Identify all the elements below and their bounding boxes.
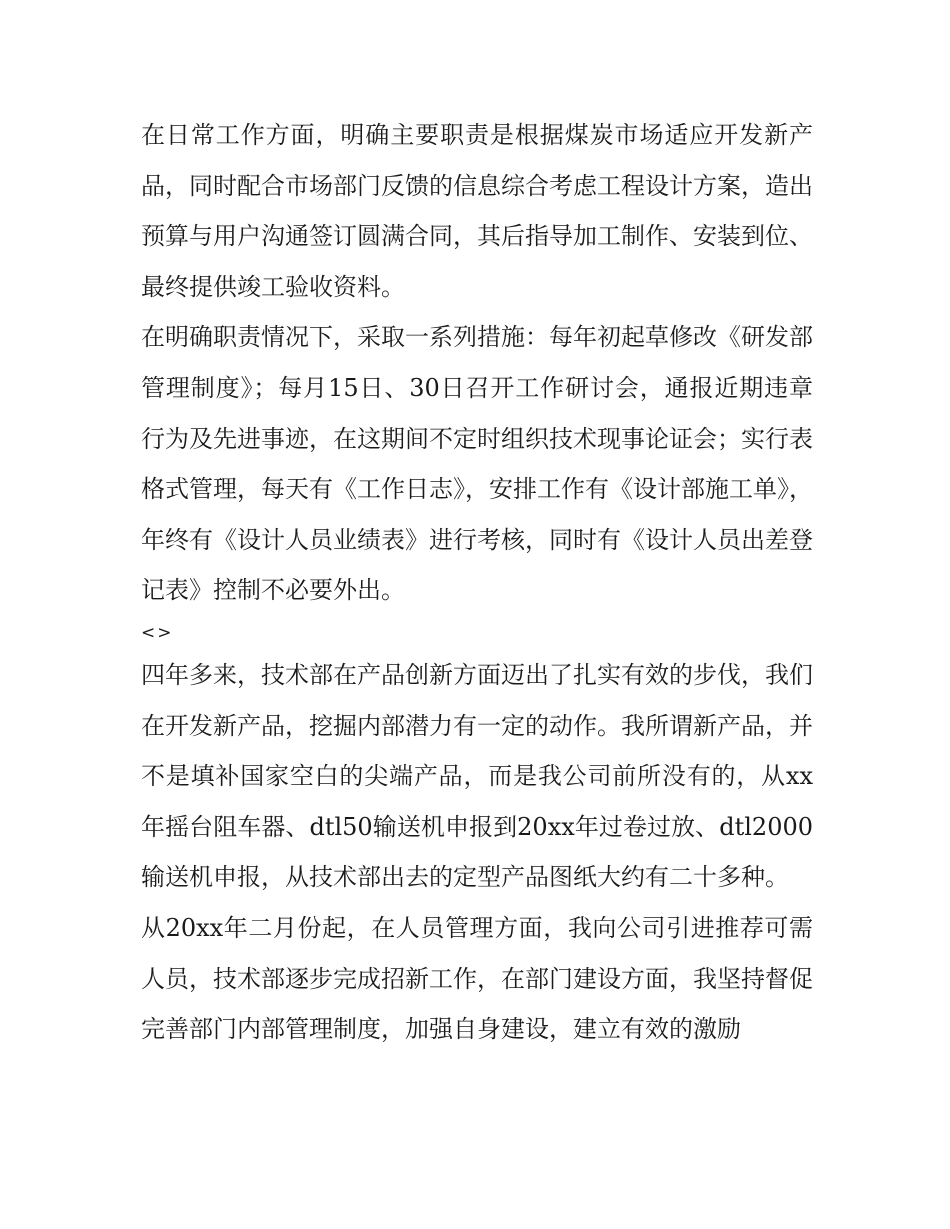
section-marker: <> xyxy=(141,622,174,643)
paragraph-measures: 在明确职责情况下，采取一系列措施：每年初起草修改《研发部管理制度》；每月15日、30日召开工作研讨会，通报近期违章行为及先进事迹，在这期间不定时组织技术现事论证会；实行表格式管理，每天有《工作日志》，安排工作有《设计部施工单》，年终有《设计人员业绩表》进行考核，同时有《设计人员出差登记表》控制不必要外出。 xyxy=(141,323,813,605)
paragraph-product-innovation: 四年多来，技术部在产品创新方面迈出了扎实有效的步伐，我们在开发新产品，挖掘内部潜力有一定的动作。我所谓新产品，并不是填补国家空白的尖端产品，而是我公司前所没有的，从xx年摇台阻车器、dtl50输送机申报到20xx年过卷过放、dtl2000输送机申报，从技术部出去的定型产品图纸大约有二十多种。 xyxy=(141,660,813,892)
paragraph-staff-management: 从20xx年二月份起，在人员管理方面，我向公司引进推荐可需人员，技术部逐步完成招新工作，在部门建设方面，我坚持督促完善部门内部管理制度，加强自身建设，建立有效的激励 xyxy=(141,913,813,1044)
document-body xyxy=(141,110,813,1055)
paragraph-daily-work: 在日常工作方面，明确主要职责是根据煤炭市场适应开发新产品，同时配合市场部门反馈的信息综合考虑工程设计方案，造出预算与用户沟通签订圆满合同，其后指导加工制作、安装到位、最终提供竣工验收资料。 xyxy=(141,121,813,301)
